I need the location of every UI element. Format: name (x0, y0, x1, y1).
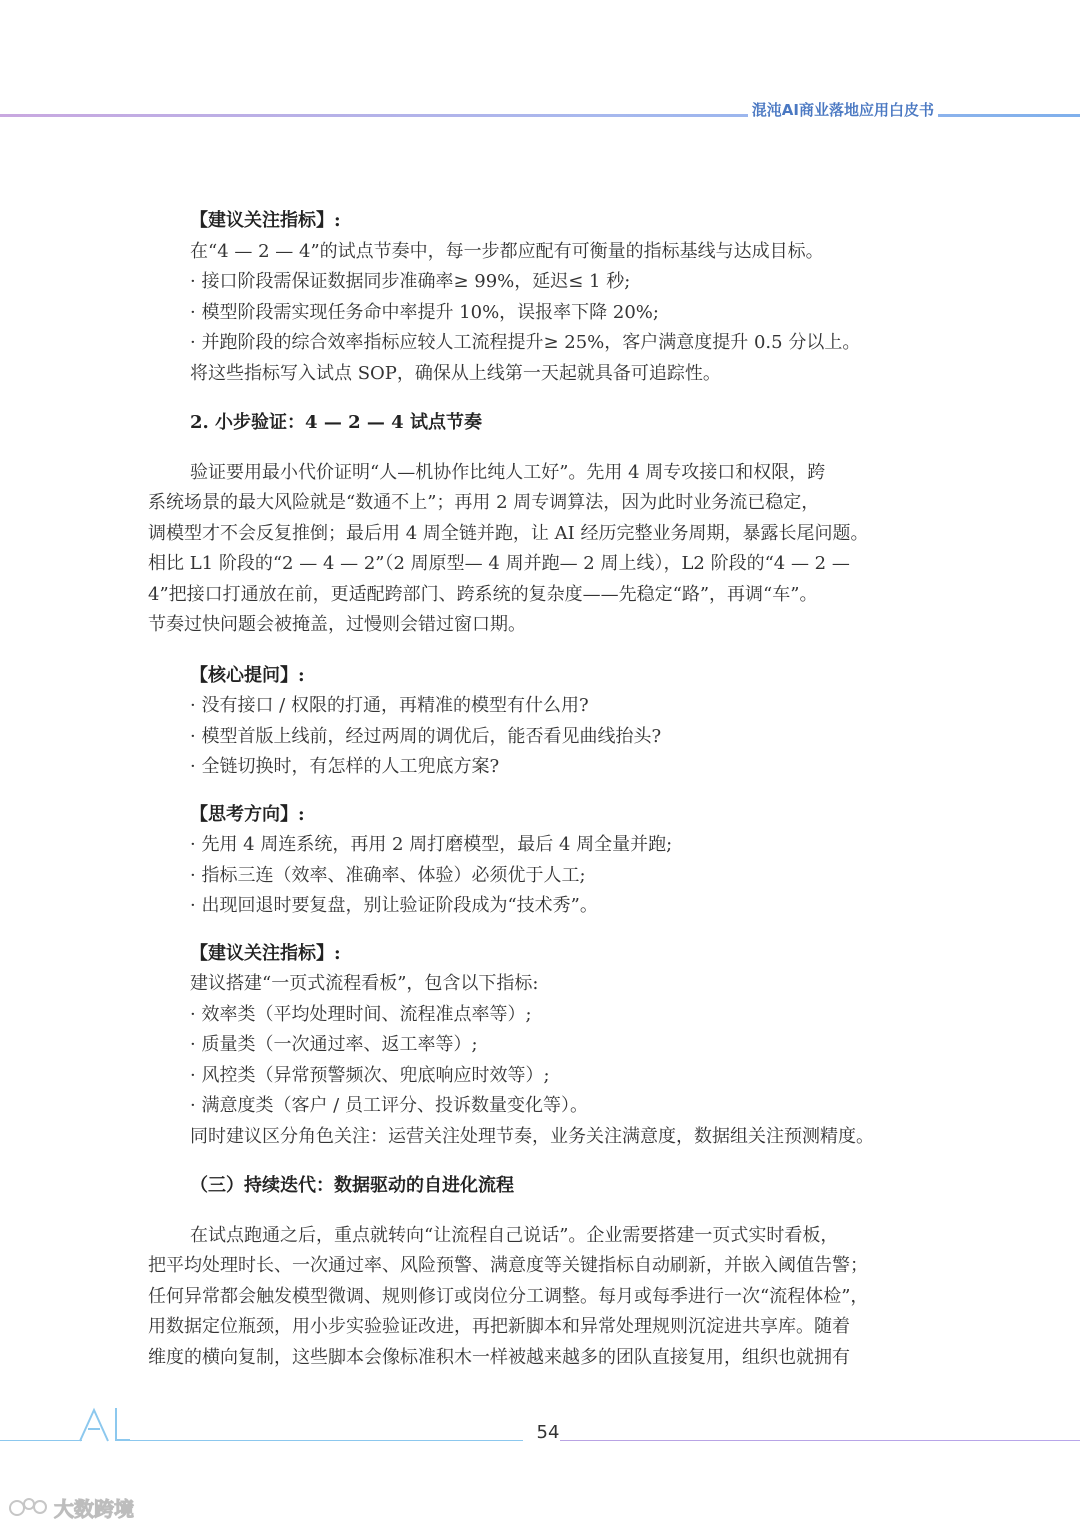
bullet-item: · 模型阶段需实现任务命中率提升 10%，误报率下降 20%; (190, 301, 659, 323)
bullet-item: · 并跑阶段的综合效率指标应较人工流程提升≥ 25%，客户满意度提升 0.5 分以上。 (190, 332, 861, 353)
section-heading: 2. 小步验证：4 — 2 — 4 试点节奏 (190, 412, 482, 433)
page-number: 54 (536, 1422, 560, 1443)
watermark (8, 1492, 134, 1522)
section-heading-metrics: 【建议关注指标】: (190, 942, 341, 964)
paragraph-line: 节奏过快问题会被掩盖，过慢则会错过窗口期。 (148, 614, 526, 635)
bullet-item: · 全链切换时，有怎样的人工兜底方案? (190, 756, 500, 777)
bullet-item: · 接口阶段需保证数据同步准确率≥ 99%，延迟≤ 1 秒; (190, 271, 631, 292)
paragraph-line: 相比 L1 阶段的“2 — 4 — 2”（2 周原型— 4 周并跑— 2 周上线），L2 阶段的“4 — 2 — (148, 553, 850, 574)
section-heading-directions: 【思考方向】: (190, 803, 305, 825)
bullet-item: · 满意度类（客户 / 员工评分、投诉数量变化等）。 (190, 1095, 588, 1116)
paragraph-line: 验证要用最小代价证明“人—机协作比纯人工好”。先用 4 周专攻接口和权限，跨 (190, 461, 826, 483)
bullet-item: · 先用 4 周连系统，再用 2 周打磨模型，最后 4 周全量并跑; (190, 834, 673, 855)
bullet-item: · 没有接口 / 权限的打通，再精准的模型有什么用? (190, 695, 589, 716)
paragraph-line: 调模型才不会反复推倒；最后用 4 周全链并跑，让 AI 经历完整业务周期，暴露长尾问题。 (148, 522, 869, 544)
paragraph-line: 维度的横向复制，这些脚本会像标准积木一样被越来越多的团队直接复用，组织也就拥有 (148, 1346, 850, 1368)
page-content (148, 206, 938, 1373)
text-line: 同时建议区分角色关注：运营关注处理节奏，业务关注满意度，数据组关注预测精度。 (190, 1125, 874, 1147)
bullet-item: · 风控类（异常预警频次、兜底响应时效等）; (190, 1064, 550, 1086)
paragraph-line: 任何异常都会触发模型微调、规则修订或岗位分工调整。每月或每季进行一次“流程体检”， (148, 1285, 869, 1307)
bullet-item: · 出现回退时要复盘，别让验证阶段成为“技术秀”。 (190, 895, 598, 916)
document-title: 混沌AI商业落地应用白皮书 (748, 99, 938, 120)
paragraph-line: 系统场景的最大风险就是“数通不上”；再用 2 周专调算法，因为此时业务流已稳定， (148, 492, 820, 513)
paragraph-line: 用数据定位瓶颈，用小步实验验证改进，再把新脚本和异常处理规则沉淀进共享库。随着 (148, 1316, 850, 1337)
text-line: 在“4 — 2 — 4”的试点节奏中，每一步都应配有可衡量的指标基线与达成目标。 (190, 240, 824, 262)
bullet-item: · 效率类（平均处理时间、流程准点率等）; (190, 1003, 532, 1025)
bullet-item: · 质量类（一次通过率、返工率等）; (190, 1034, 478, 1055)
ai-logo-icon (78, 1404, 130, 1444)
text-line: 将这些指标写入试点 SOP，确保从上线第一天起就具备可追踪性。 (190, 362, 721, 384)
bullet-item: · 模型首版上线前，经过两周的调优后，能否看见曲线抬头? (190, 725, 662, 747)
footer-divider-left (0, 1440, 82, 1441)
text-line: 建议搭建“一页式流程看板”，包含以下指标: (190, 973, 539, 994)
paragraph-line: 4”把接口打通放在前，更适配跨部门、跨系统的复杂度——先稳定“路”，再调“车”。 (148, 583, 818, 605)
bullet-item: · 指标三连（效率、准确率、体验）必须优于人工; (190, 864, 586, 886)
paragraph-line: 把平均处理时长、一次通过率、风险预警、满意度等关键指标自动刷新，并嵌入阈值告警； (148, 1255, 868, 1276)
footer-divider-middle (128, 1440, 523, 1441)
watermark-text: 大数跨境 (54, 1496, 134, 1521)
footer-divider-right (560, 1440, 1080, 1441)
section-heading: （三）持续迭代：数据驱动的自进化流程 (190, 1175, 514, 1196)
section-heading-metrics: 【建议关注指标】: (190, 210, 341, 231)
section-heading-questions: 【核心提问】: (190, 664, 305, 686)
watermark-logo-icon (8, 1494, 50, 1520)
paragraph-line: 在试点跑通之后，重点就转向“让流程自己说话”。企业需要搭建一页式实时看板， (190, 1224, 839, 1246)
